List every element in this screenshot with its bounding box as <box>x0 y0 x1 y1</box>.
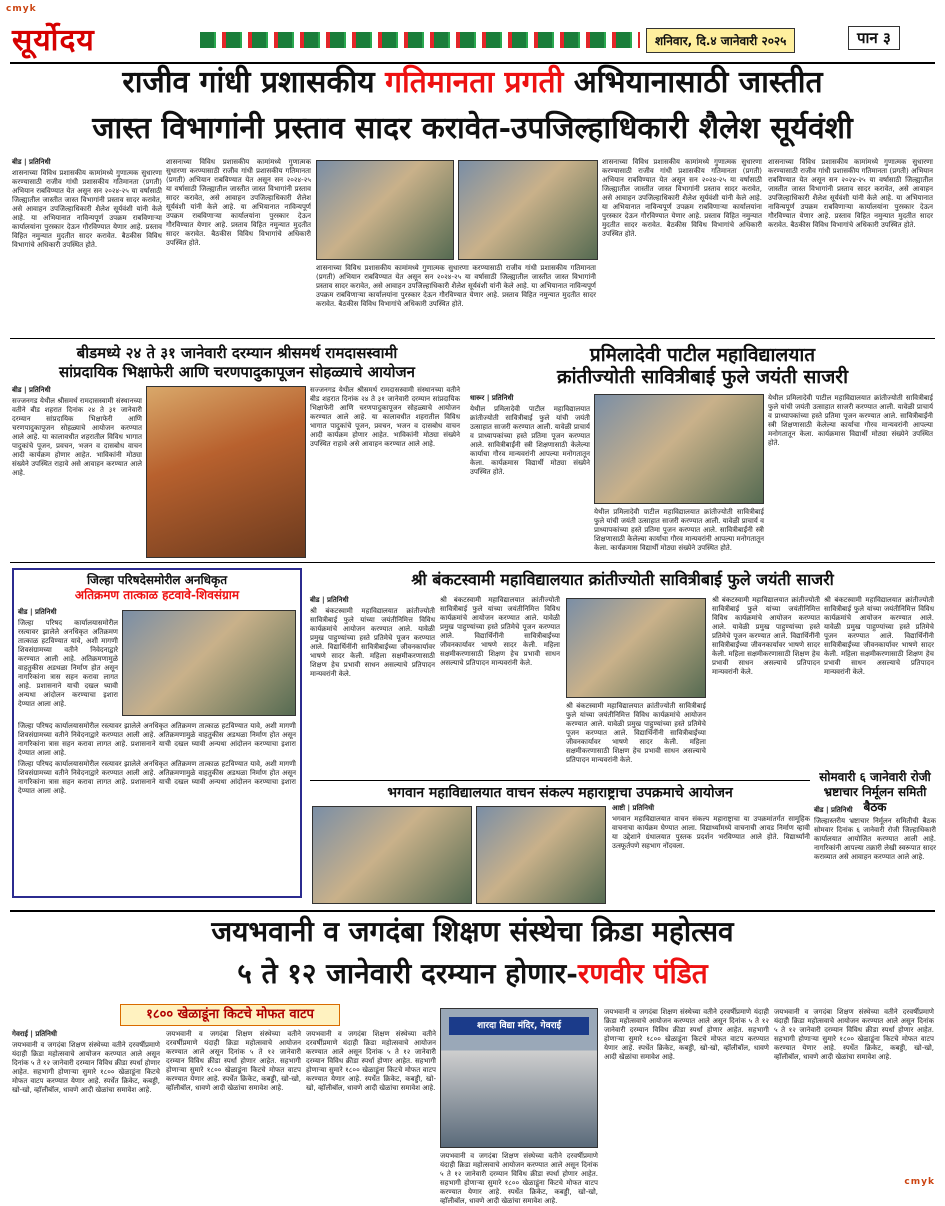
story8-photo-group <box>440 1008 598 1148</box>
story8-body-col6 <box>774 1008 934 1180</box>
lead-photo-meeting <box>316 160 454 260</box>
story3-body-repeat: येथील प्रमिलादेवी पाटील महाविद्यालयात क्रांतीज्योती सावित्रीबाई फुले यांची जयंती उत्साहात साजरी करण्यात आली. यावेळी प्राचार्य व प्राध्यापकांच्या हस्ते प्रतिमा पूजन करण्यात आले. सावित्रीबाईंनी स्त्री शिक्षणासाठी केलेल्या कार्याचा गौरव मान्यवरांनी आपल्या मनोगतातून केला. कार्यक्रमास विद्यार्थी मोठ्या संख्येने उपस्थित होते. <box>594 508 764 552</box>
story3-body-col1 <box>470 394 590 558</box>
paper-name: सूर्योदय <box>12 23 95 58</box>
story7-byline: बीड | प्रतिनिधी <box>814 806 853 814</box>
story5-body-col1 <box>310 596 435 776</box>
rule-4 <box>10 910 935 912</box>
story4-photo <box>122 610 296 716</box>
story8-headline-line1: जयभवानी व जगदंबा शिक्षण संस्थेचा क्रिडा महोत्सव <box>211 915 734 948</box>
story3-body-col2 <box>594 508 764 558</box>
rule-1 <box>10 338 935 339</box>
story2-body-repeat: सज्जनगड येथील श्रीसमर्थ रामदासस्वामी संस्थानच्या वतीने बीड शहरात दिनांक २४ ते ३१ जानेवारी दरम्यान सांप्रदायिक भिक्षाफेरी आणि चरणपादुकापूजन सोहळ्याचे आयोजन करण्यात आले आहे. या कालावधीत शहरातील विविध भागात पादुकांचे पूजन, प्रवचन, भजन व दासबोध वाचन आदी कार्यक्रम होणार आहेत. भाविकांनी मोठ्या संख्येने उपस्थित राहावे असे आवाहन करण्यात आले आहे. <box>310 386 460 448</box>
story3-byline: धारूर | प्रतिनिधी <box>470 394 514 402</box>
rule-3 <box>310 780 810 781</box>
story8-headline-line2-part1: ५ ते १२ जानेवारी दरम्यान होणार- <box>237 957 578 990</box>
lead-headline <box>10 66 935 100</box>
story6-photo-reading <box>476 806 606 904</box>
story8-body-col1 <box>12 1030 160 1180</box>
story5-byline: बीड | प्रतिनिधी <box>310 596 349 604</box>
lead-body: शासनाच्या विविध प्रशासकीय कामांमध्ये गुणात्मक सुधारणा करण्यासाठी राजीव गांधी प्रशासकीय गतिमानता (प्रगती) अभियान राबविण्यात येत असून सन २०२४-२५ या वर्षासाठी जिल्ह्यातील जास्तीत जास्त विभागांनी प्रस्ताव सादर करावेत, असे आवाहन उपजिल्हाधिकारी शैलेश सूर्यवंशी यांनी केले आहे. या अभियानात नाविन्यपूर्ण उपक्रम राबविणाऱ्या कार्यालयांना पुरस्कार देऊन गौरविण्यात येणार आहे. प्रस्ताव विहित नमुन्यात मुदतीत सादर करावेत. बैठकीस विविध विभागांचे अधिकारी उपस्थित होते. <box>12 169 162 249</box>
lead-body-col4 <box>602 158 762 333</box>
story8-body: जयभवानी व जगदंबा शिक्षण संस्थेच्या वतीने दरवर्षीप्रमाणे यंदाही क्रिडा महोत्सवाचे आयोजन करण्यात आले असून दिनांक ५ ते १२ जानेवारी दरम्यान विविध क्रीडा स्पर्धा होणार आहेत. सहभागी होणाऱ्या सुमारे १८०० खेळाडूंना किटचे मोफत वाटप करण्यात येणार आहे. स्पर्धेत क्रिकेट, कबड्डी, खो-खो, व्हॉलीबॉल, धावणे आदी खेळांचा समावेश आहे. <box>12 1041 160 1094</box>
page-number: पान ३ <box>848 26 900 50</box>
story2-body: सज्जनगड येथील श्रीसमर्थ रामदासस्वामी संस्थानच्या वतीने बीड शहरात दिनांक २४ ते ३१ जानेवारी दरम्यान सांप्रदायिक भिक्षाफेरी आणि चरणपादुकापूजन सोहळ्याचे आयोजन करण्यात आले आहे. या कालावधीत शहरातील विविध भागात पादुकांचे पूजन, प्रवचन, भजन व दासबोध वाचन आदी कार्यक्रम होणार आहेत. भाविकांनी मोठ्या संख्येने उपस्थित राहावे असे आवाहन करण्यात आले आहे. <box>12 397 142 477</box>
story5-body-col5 <box>824 596 934 766</box>
masthead-rule <box>10 62 935 64</box>
story5-photo <box>566 598 706 698</box>
issue-date: शनिवार, दि.४ जानेवारी २०२५ <box>646 28 795 53</box>
story8-body-repeat: जयभवानी व जगदंबा शिक्षण संस्थेच्या वतीने दरवर्षीप्रमाणे यंदाही क्रिडा महोत्सवाचे आयोजन करण्यात आले असून दिनांक ५ ते १२ जानेवारी दरम्यान विविध क्रीडा स्पर्धा होणार आहेत. सहभागी होणाऱ्या सुमारे १८०० खेळाडूंना किटचे मोफत वाटप करण्यात येणार आहे. स्पर्धेत क्रिकेट, कबड्डी, खो-खो, व्हॉलीबॉल, धावणे आदी खेळांचा समावेश आहे. <box>166 1030 301 1092</box>
story5-body-repeat4: श्री बंकटस्वामी महाविद्यालयात क्रांतीज्योती सावित्रीबाई फुले यांच्या जयंतीनिमित्त विविध कार्यक्रमांचे आयोजन करण्यात आले. यावेळी प्रमुख पाहुण्यांच्या हस्ते प्रतिमेचे पूजन करण्यात आले. विद्यार्थिनींनी सावित्रीबाईंच्या जीवनकार्यावर भाषणे सादर केली. महिला सक्षमीकरणासाठी शिक्षण हेच प्रभावी साधन असल्याचे प्रतिपादन मान्यवरांनी केले. <box>824 596 934 676</box>
lead-body-col2 <box>166 158 311 333</box>
lead-body-col5 <box>768 158 933 333</box>
lead-body-col3 <box>316 264 596 334</box>
story8-headline-line2 <box>10 958 935 989</box>
lead-body-repeat3: शासनाच्या विविध प्रशासकीय कामांमध्ये गुणात्मक सुधारणा करण्यासाठी राजीव गांधी प्रशासकीय गतिमानता (प्रगती) अभियान राबविण्यात येत असून सन २०२४-२५ या वर्षासाठी जिल्ह्यातील जास्तीत जास्त विभागांनी प्रस्ताव सादर करावेत, असे आवाहन उपजिल्हाधिकारी शैलेश सूर्यवंशी यांनी केले आहे. या अभियानात नाविन्यपूर्ण उपक्रम राबविणाऱ्या कार्यालयांना पुरस्कार देऊन गौरविण्यात येणार आहे. प्रस्ताव विहित नमुन्यात मुदतीत सादर करावेत. बैठकीस विविध विभागांचे अधिकारी उपस्थित होते. <box>602 158 762 238</box>
rule-2 <box>10 562 935 563</box>
story6-body-text: भगवान महाविद्यालयात वाचन संकल्प महाराष्ट्राचा या उपक्रमांतर्गत सामूहिक वाचनाचा कार्यक्रम घेण्यात आला. विद्यार्थ्यांमध्ये वाचनाची आवड निर्माण व्हावी या उद्देशाने ग्रंथालयात पुस्तक प्रदर्शन भरविण्यात आले होते. विद्यार्थ्यांनी उत्स्फूर्तपणे सहभाग नोंदवला. <box>612 815 810 850</box>
story2-body-col2 <box>310 386 460 558</box>
cmyk-mark-top: cmyk <box>6 4 37 14</box>
story3-body-repeat2: येथील प्रमिलादेवी पाटील महाविद्यालयात क्रांतीज्योती सावित्रीबाई फुले यांची जयंती उत्साहात साजरी करण्यात आली. यावेळी प्राचार्य व प्राध्यापकांच्या हस्ते प्रतिमा पूजन करण्यात आले. सावित्रीबाईंनी स्त्री शिक्षणासाठी केलेल्या कार्याचा गौरव मान्यवरांनी आपल्या मनोगतातून केला. कार्यक्रमास विद्यार्थी मोठ्या संख्येने उपस्थित होते. <box>768 394 933 447</box>
story8-headline-line2-highlight: रणवीर पंडित <box>577 957 708 990</box>
story3-headline <box>470 344 935 388</box>
lead-body-repeat: शासनाच्या विविध प्रशासकीय कामांमध्ये गुणात्मक सुधारणा करण्यासाठी राजीव गांधी प्रशासकीय गतिमानता (प्रगती) अभियान राबविण्यात येत असून सन २०२४-२५ या वर्षासाठी जिल्ह्यातील जास्तीत जास्त विभागांनी प्रस्ताव सादर करावेत, असे आवाहन उपजिल्हाधिकारी शैलेश सूर्यवंशी यांनी केले आहे. या अभियानात नाविन्यपूर्ण उपक्रम राबविणाऱ्या कार्यालयांना पुरस्कार देऊन गौरविण्यात येणार आहे. प्रस्ताव विहित नमुन्यात मुदतीत सादर करावेत. बैठकीस विविध विभागांचे अधिकारी उपस्थित होते. <box>166 158 311 247</box>
story8-banner: शारदा विद्या मंदिर, गेवराई <box>449 1017 589 1035</box>
story5-body: श्री बंकटस्वामी महाविद्यालयात क्रांतीज्योती सावित्रीबाई फुले यांच्या जयंतीनिमित्त विविध कार्यक्रमांचे आयोजन करण्यात आले. यावेळी प्रमुख पाहुण्यांच्या हस्ते प्रतिमेचे पूजन करण्यात आले. विद्यार्थिनींनी सावित्रीबाईंच्या जीवनकार्यावर भाषणे सादर केली. महिला सक्षमीकरणासाठी शिक्षण हेच प्रभावी साधन असल्याचे प्रतिपादन मान्यवरांनी केले. <box>310 607 435 678</box>
story8-body-repeat2: जयभवानी व जगदंबा शिक्षण संस्थेच्या वतीने दरवर्षीप्रमाणे यंदाही क्रिडा महोत्सवाचे आयोजन करण्यात आले असून दिनांक ५ ते १२ जानेवारी दरम्यान विविध क्रीडा स्पर्धा होणार आहेत. सहभागी होणाऱ्या सुमारे १८०० खेळाडूंना किटचे मोफत वाटप करण्यात येणार आहे. स्पर्धेत क्रिकेट, कबड्डी, खो-खो, व्हॉलीबॉल, धावणे आदी खेळांचा समावेश आहे. <box>306 1030 436 1092</box>
story8-body-col2 <box>166 1030 301 1180</box>
story3-headline-line1: प्रमिलादेवी पाटील महाविद्यालयात <box>589 344 816 366</box>
story8-body-repeat4: जयभवानी व जगदंबा शिक्षण संस्थेच्या वतीने दरवर्षीप्रमाणे यंदाही क्रिडा महोत्सवाचे आयोजन करण्यात आले असून दिनांक ५ ते १२ जानेवारी दरम्यान विविध क्रीडा स्पर्धा होणार आहेत. सहभागी होणाऱ्या सुमारे १८०० खेळाडूंना किटचे मोफत वाटप करण्यात येणार आहे. स्पर्धेत क्रिकेट, कबड्डी, खो-खो, व्हॉलीबॉल, धावणे आदी खेळांचा समावेश आहे. <box>604 1008 769 1061</box>
story2-body-col1 <box>12 386 142 558</box>
story5-body-col3 <box>566 702 706 776</box>
lead-headline-part2: अभियानासाठी जास्तीत <box>563 65 823 100</box>
story7-headline-line2: भ्रष्टाचार निर्मूलन समिती बैठक <box>823 785 927 814</box>
lead-body-repeat4: शासनाच्या विविध प्रशासकीय कामांमध्ये गुणात्मक सुधारणा करण्यासाठी राजीव गांधी प्रशासकीय गतिमानता (प्रगती) अभियान राबविण्यात येत असून सन २०२४-२५ या वर्षासाठी जिल्ह्यातील जास्तीत जास्त विभागांनी प्रस्ताव सादर करावेत, असे आवाहन उपजिल्हाधिकारी शैलेश सूर्यवंशी यांनी केले आहे. या अभियानात नाविन्यपूर्ण उपक्रम राबविणाऱ्या कार्यालयांना पुरस्कार देऊन गौरविण्यात येणार आहे. प्रस्ताव विहित नमुन्यात मुदतीत सादर करावेत. बैठकीस विविध विभागांचे अधिकारी उपस्थित होते. <box>768 158 933 229</box>
story4-body-col1 <box>18 608 118 718</box>
story2-photo-saint <box>146 386 306 558</box>
lead-body-repeat2: शासनाच्या विविध प्रशासकीय कामांमध्ये गुणात्मक सुधारणा करण्यासाठी राजीव गांधी प्रशासकीय गतिमानता (प्रगती) अभियान राबविण्यात येत असून सन २०२४-२५ या वर्षासाठी जिल्ह्यातील जास्तीत जास्त विभागांनी प्रस्ताव सादर करावेत, असे आवाहन उपजिल्हाधिकारी शैलेश सूर्यवंशी यांनी केले आहे. या अभियानात नाविन्यपूर्ण उपक्रम राबविणाऱ्या कार्यालयांना पुरस्कार देऊन गौरविण्यात येणार आहे. प्रस्ताव विहित नमुन्यात मुदतीत सादर करावेत. बैठकीस विविध विभागांचे अधिकारी उपस्थित होते. <box>316 264 596 308</box>
story4-headline <box>14 570 300 606</box>
story2-headline <box>12 344 462 382</box>
story7-headline-line1: सोमवारी ६ जानेवारी रोजी <box>819 770 931 784</box>
story7-body <box>814 806 936 906</box>
story6-byline: आष्टी | प्रतिनिधी <box>612 804 655 812</box>
lead-headline-highlight: गतिमानता प्रगती <box>385 65 564 100</box>
story4-body-repeat2: जिल्हा परिषद कार्यालयासमोरील रस्त्यावर झालेले अनधिकृत अतिक्रमण तात्काळ हटविण्यात यावे, अशी मागणी शिवसंग्रामच्या वतीने निवेदनाद्वारे करण्यात आली आहे. अतिक्रमणामुळे वाहतुकीस अडथळा निर्माण होत असून नागरिकांना त्रास सहन करावा लागत आहे. प्रशासनाने याची दखल घ्यावी अन्यथा आंदोलन करण्याचा इशारा देण्यात आला आहे. <box>18 760 296 795</box>
story5-body-col4 <box>712 596 820 776</box>
lead-body-col1 <box>12 158 162 333</box>
story4-byline: बीड | प्रतिनिधी <box>18 608 57 616</box>
story8-body-repeat5: जयभवानी व जगदंबा शिक्षण संस्थेच्या वतीने दरवर्षीप्रमाणे यंदाही क्रिडा महोत्सवाचे आयोजन करण्यात आले असून दिनांक ५ ते १२ जानेवारी दरम्यान विविध क्रीडा स्पर्धा होणार आहेत. सहभागी होणाऱ्या सुमारे १८०० खेळाडूंना किटचे मोफत वाटप करण्यात येणार आहे. स्पर्धेत क्रिकेट, कबड्डी, खो-खो, व्हॉलीबॉल, धावणे आदी खेळांचा समावेश आहे. <box>774 1008 934 1061</box>
cmyk-mark-bottom: cmyk <box>904 1177 935 1187</box>
lead-photo-officer <box>458 160 598 260</box>
story4-headline-line1: जिल्हा परिषदेसमोरील अनधिकृत <box>86 573 228 587</box>
story8-body-col3 <box>306 1030 436 1180</box>
story2-headline-line2: सांप्रदायिक भिक्षाफेरी आणि चरणपादुकापूजन सोहळ्याचे आयोजन <box>59 363 415 381</box>
story5-body-repeat: श्री बंकटस्वामी महाविद्यालयात क्रांतीज्योती सावित्रीबाई फुले यांच्या जयंतीनिमित्त विविध कार्यक्रमांचे आयोजन करण्यात आले. यावेळी प्रमुख पाहुण्यांच्या हस्ते प्रतिमेचे पूजन करण्यात आले. विद्यार्थिनींनी सावित्रीबाईंच्या जीवनकार्यावर भाषणे सादर केली. महिला सक्षमीकरणासाठी शिक्षण हेच प्रभावी साधन असल्याचे प्रतिपादन मान्यवरांनी केले. <box>440 596 560 667</box>
story3-body-col3 <box>768 394 933 558</box>
story8-body-repeat3: जयभवानी व जगदंबा शिक्षण संस्थेच्या वतीने दरवर्षीप्रमाणे यंदाही क्रिडा महोत्सवाचे आयोजन करण्यात आले असून दिनांक ५ ते १२ जानेवारी दरम्यान विविध क्रीडा स्पर्धा होणार आहेत. सहभागी होणाऱ्या सुमारे १८०० खेळाडूंना किटचे मोफत वाटप करण्यात येणार आहे. स्पर्धेत क्रिकेट, कबड्डी, खो-खो, व्हॉलीबॉल, धावणे आदी खेळांचा समावेश आहे. <box>440 1152 598 1205</box>
story5-body-repeat3: श्री बंकटस्वामी महाविद्यालयात क्रांतीज्योती सावित्रीबाई फुले यांच्या जयंतीनिमित्त विविध कार्यक्रमांचे आयोजन करण्यात आले. यावेळी प्रमुख पाहुण्यांच्या हस्ते प्रतिमेचे पूजन करण्यात आले. विद्यार्थिनींनी सावित्रीबाईंच्या जीवनकार्यावर भाषणे सादर केली. महिला सक्षमीकरणासाठी शिक्षण हेच प्रभावी साधन असल्याचे प्रतिपादन मान्यवरांनी केले. <box>712 596 820 676</box>
story5-headline: श्री बंकटस्वामी महाविद्यालयात क्रांतीज्योती सावित्रीबाई फुले जयंती साजरी <box>411 570 834 589</box>
story6-photo-students <box>312 806 472 904</box>
story8-body-col5 <box>604 1008 769 1180</box>
story2-headline-line1: बीडमध्ये २४ ते ३१ जानेवारी दरम्यान श्रीसमर्थ रामदासस्वामी <box>76 344 398 362</box>
story4-body-repeat: जिल्हा परिषद कार्यालयासमोरील रस्त्यावर झालेले अनधिकृत अतिक्रमण तात्काळ हटविण्यात यावे, अशी मागणी शिवसंग्रामच्या वतीने निवेदनाद्वारे करण्यात आली आहे. अतिक्रमणामुळे वाहतुकीस अडथळा निर्माण होत असून नागरिकांना त्रास सहन करावा लागत आहे. प्रशासनाने याची दखल घ्यावी अन्यथा आंदोलन करण्याचा इशारा देण्यात आला आहे. <box>18 722 296 757</box>
story4-headline-line2: अतिक्रमण तात्काळ हटवावे-शिवसंग्राम <box>74 588 240 602</box>
masthead <box>10 18 935 60</box>
story8-body-col4 <box>440 1152 598 1205</box>
story6-headline: भगवान महाविद्यालयात वाचन संकल्प महाराष्ट्राचा उपक्रमाचे आयोजन <box>387 785 733 801</box>
story4-body-col2 <box>18 722 296 894</box>
story6-body <box>612 804 810 906</box>
story4-body: जिल्हा परिषद कार्यालयासमोरील रस्त्यावर झालेले अनधिकृत अतिक्रमण तात्काळ हटविण्यात यावे, अशी मागणी शिवसंग्रामच्या वतीने निवेदनाद्वारे करण्यात आली आहे. अतिक्रमणामुळे वाहतुकीस अडथळा निर्माण होत असून नागरिकांना त्रास सहन करावा लागत आहे. प्रशासनाने याची दखल घ्यावी अन्यथा आंदोलन करण्याचा इशारा देण्यात आला आहे. <box>18 619 118 708</box>
story8-ribbon: १८०० खेळाडूंना किटचे मोफत वाटप <box>120 1004 340 1026</box>
story3-headline-line2: क्रांतीज्योती सावित्रीबाई फुले जयंती साजरी <box>557 366 848 388</box>
story4-box <box>12 568 302 898</box>
story3-photo-celebration <box>594 394 764 504</box>
story3-body: येथील प्रमिलादेवी पाटील महाविद्यालयात क्रांतीज्योती सावित्रीबाई फुले यांची जयंती उत्साहात साजरी करण्यात आली. यावेळी प्राचार्य व प्राध्यापकांच्या हस्ते प्रतिमा पूजन करण्यात आले. सावित्रीबाईंनी स्त्री शिक्षणासाठी केलेल्या कार्याचा गौरव मान्यवरांनी आपल्या मनोगतातून केला. कार्यक्रमास विद्यार्थी मोठ्या संख्येने उपस्थित होते. <box>470 405 590 476</box>
story8-byline: गेवराई | प्रतिनिधी <box>12 1030 57 1038</box>
lead-byline: बीड | प्रतिनिधी <box>12 158 51 166</box>
lead-headline-part1: राजीव गांधी प्रशासकीय <box>122 65 386 100</box>
story5-body-repeat2: श्री बंकटस्वामी महाविद्यालयात क्रांतीज्योती सावित्रीबाई फुले यांच्या जयंतीनिमित्त विविध कार्यक्रमांचे आयोजन करण्यात आले. यावेळी प्रमुख पाहुण्यांच्या हस्ते प्रतिमेचे पूजन करण्यात आले. विद्यार्थिनींनी सावित्रीबाईंच्या जीवनकार्यावर भाषणे सादर केली. महिला सक्षमीकरणासाठी शिक्षण हेच प्रभावी साधन असल्याचे प्रतिपादन मान्यवरांनी केले. <box>566 702 706 764</box>
masthead-stripe <box>200 32 640 48</box>
lead-headline-line2: जास्त विभागांनी प्रस्ताव सादर करावेत-उपजिल्हाधिकारी शैलेश सूर्यवंशी <box>92 111 853 146</box>
story5-body-col2 <box>440 596 560 776</box>
story7-body-text: जिल्हास्तरीय भ्रष्टाचार निर्मूलन समितीची बैठक सोमवार दिनांक ६ जानेवारी रोजी जिल्हाधिकारी कार्यालयात आयोजित करण्यात आली आहे. नागरिकांनी आपल्या तक्रारी लेखी स्वरूपात सादर कराव्यात असे आवाहन करण्यात आले आहे. <box>814 817 936 861</box>
story2-byline: बीड | प्रतिनिधी <box>12 386 51 394</box>
